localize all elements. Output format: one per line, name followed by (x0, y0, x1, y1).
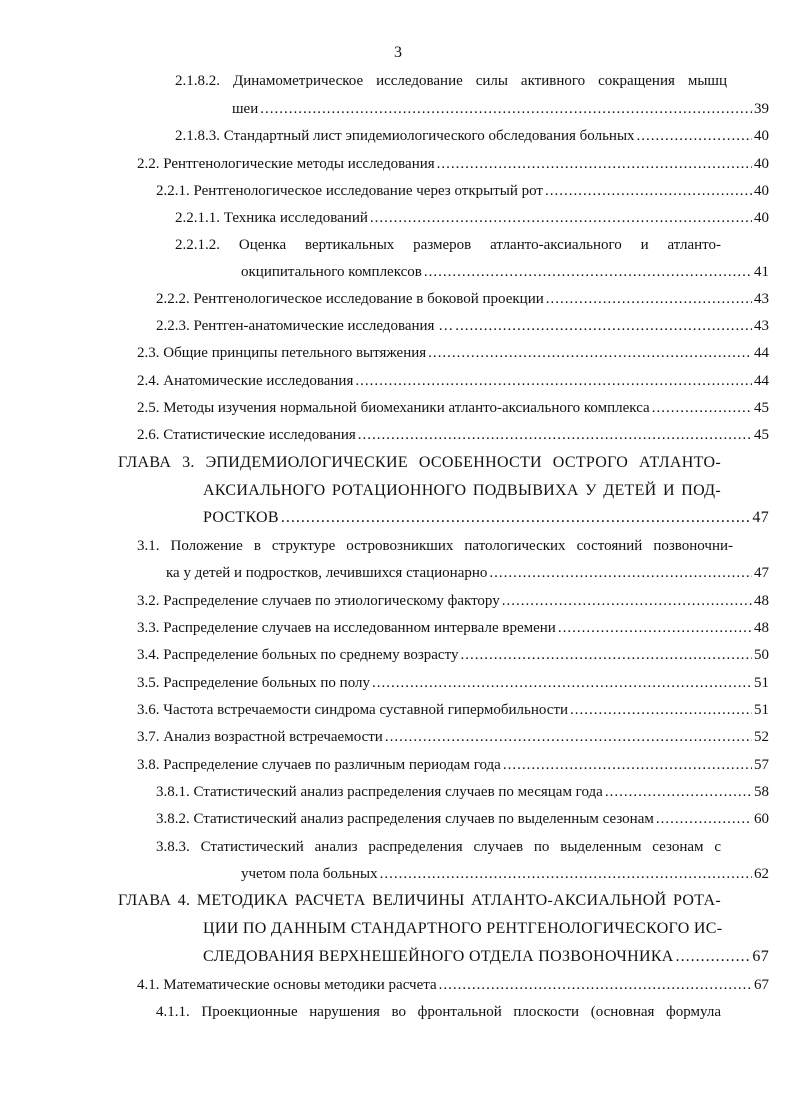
toc-page-number: 58 (754, 784, 769, 800)
chapter-heading: ГЛАВА 4. МЕТОДИКА РАСЧЕТА ВЕЛИЧИНЫ АТЛАНТО-АКСИАЛЬНОЙ РОТА- (118, 892, 721, 909)
dot-leader (489, 564, 752, 582)
toc-entry-text: 4.1. Математические основы методики расчета (137, 977, 437, 993)
toc-page-number: 45 (754, 427, 769, 443)
chapter-heading-line: ЦИИ ПО ДАННЫМ СТАНДАРТНОГО РЕНТГЕНОЛОГИЧЕСКОГО ИС- (203, 920, 723, 937)
dot-leader (281, 509, 751, 527)
toc-entry-text: 4.1.1. Проекционные нарушения во фронтальной плоскости (основная формула (156, 1004, 721, 1020)
toc-page-number: 47 (752, 509, 769, 526)
toc-page-number: 43 (754, 318, 769, 334)
toc-entry (137, 372, 769, 390)
chapter-heading: ГЛАВА 3. ЭПИДЕМИОЛОГИЧЕСКИЕ ОСОБЕННОСТИ ОСТРОГО АТЛАНТО- (118, 454, 721, 471)
toc-page-number: 50 (754, 647, 769, 663)
toc-page-number: 40 (754, 128, 769, 144)
dot-leader (605, 783, 752, 801)
toc-entry-text: 2.4. Анатомические исследования (137, 373, 354, 389)
toc-entry-text: 3.8. Распределение случаев по различным периодам года (137, 757, 501, 773)
toc-page-number: 45 (754, 400, 769, 416)
toc-entry (137, 344, 769, 362)
toc-entry (137, 619, 769, 637)
dot-leader (503, 756, 752, 774)
toc-page-number: 51 (754, 702, 769, 718)
toc-page-number: 40 (754, 156, 769, 172)
dot-leader (455, 317, 752, 335)
toc-entry-text: 2.1.8.3. Стандартный лист эпидемиологического обследования больных (175, 128, 635, 144)
toc-entry-text: 3.6. Частота встречаемости синдрома суставной гипермобильности (137, 702, 569, 718)
toc-entry (156, 783, 769, 801)
toc-entry (203, 509, 769, 527)
toc-entry (232, 100, 769, 118)
toc-entry-continuation: учетом пола больных (241, 866, 378, 882)
dot-leader (460, 646, 752, 664)
toc-entry-text: 2.1.8.2. Динамометрическое исследование силы активного сокращения мышц (175, 73, 727, 89)
toc-entry (241, 865, 769, 883)
dot-leader (652, 399, 752, 417)
chapter-heading-continuation: РОСТКОВ (203, 509, 279, 526)
dot-leader (385, 728, 752, 746)
toc-entry (137, 155, 769, 173)
toc-page-number: 67 (752, 948, 769, 965)
dot-leader (370, 209, 752, 227)
toc-entry (156, 317, 769, 335)
chapter-heading-continuation: СЛЕДОВАНИЯ ВЕРХНЕШЕЙНОГО ОТДЕЛА ПОЗВОНОЧНИКА (203, 948, 674, 965)
toc-page-number: 47 (754, 565, 769, 581)
toc-entry (137, 976, 769, 994)
dot-leader (676, 948, 751, 966)
toc-page-number: 43 (754, 291, 769, 307)
toc-page-number: 51 (754, 675, 769, 691)
dot-leader (437, 155, 752, 173)
toc-entry-text: 2.2. Рентгенологические методы исследования (137, 156, 435, 172)
toc-page-number: 40 (754, 210, 769, 226)
dot-leader (372, 674, 752, 692)
toc-page-number: 52 (754, 729, 769, 745)
toc-page-number: 60 (754, 811, 769, 827)
dot-leader (260, 100, 752, 118)
chapter-heading-line: АКСИАЛЬНОГО РОТАЦИОННОГО ПОДВЫВИХА У ДЕТЕЙ И ПОД- (203, 482, 721, 499)
toc-entry-text: 2.2.1. Рентгенологическое исследование через открытый рот (156, 183, 543, 199)
dot-leader (502, 592, 752, 610)
toc-page-number: 40 (754, 183, 769, 199)
toc-entry (137, 426, 769, 444)
dot-leader (656, 810, 752, 828)
toc-entry-text: 2.3. Общие принципы петельного вытяжения (137, 345, 427, 361)
toc-entry-text: 3.8.2. Статистический анализ распределения случаев по выделенным сезонам (156, 811, 654, 827)
toc-entry (137, 701, 769, 719)
toc-page-number: 48 (754, 620, 769, 636)
toc-entry (156, 182, 769, 200)
toc-entry-text: 2.2.2. Рентгенологическое исследование в боковой проекции (156, 291, 544, 307)
toc-entry-text: 2.2.1.1. Техника исследований (175, 210, 368, 226)
toc-page-number: 67 (754, 977, 769, 993)
toc-entry (203, 948, 769, 966)
toc-page-number: 44 (754, 345, 769, 361)
toc-entry-text: 3.2. Распределение случаев по этиологическому фактору (137, 593, 500, 609)
toc-entry (241, 263, 769, 281)
toc-entry (156, 810, 769, 828)
toc-entry-text: 3.5. Распределение больных по полу (137, 675, 370, 691)
toc-entry (137, 646, 769, 664)
toc-entry-text: 3.7. Анализ возрастной встречаемости (137, 729, 383, 745)
dot-leader (570, 701, 752, 719)
toc-page-number: 48 (754, 593, 769, 609)
toc-page-number: 57 (754, 757, 769, 773)
toc-entry (175, 127, 769, 145)
dot-leader (380, 865, 752, 883)
toc-entry-text: 2.2.1.2. Оценка вертикальных размеров атланто-аксиального и атланто- (175, 237, 721, 253)
toc-entry-text: 3.1. Положение в структуре островозникших патологических состояний позвоночни- (137, 538, 733, 554)
dot-leader (424, 263, 752, 281)
toc-entry-text: 3.4. Распределение больных по среднему возрасту (137, 647, 459, 663)
toc-page-number: 62 (754, 866, 769, 882)
dot-leader (545, 182, 752, 200)
toc-entry-text: 3.8.1. Статистический анализ распределения случаев по месяцам года (156, 784, 603, 800)
toc-entry-text: 3.8.3. Статистический анализ распределения случаев по выделенным сезонам с (156, 839, 721, 855)
dot-leader (546, 290, 752, 308)
dot-leader (428, 344, 752, 362)
toc-entry-continuation: ка у детей и подростков, лечившихся стационарно (166, 565, 488, 581)
dot-leader (637, 127, 752, 145)
toc-entry-text: 2.5. Методы изучения нормальной биомеханики атланто-аксиального комплекса (137, 400, 650, 416)
toc-entry-text: 3.3. Распределение случаев на исследованном интервале времени (137, 620, 556, 636)
toc-entry (175, 209, 769, 227)
toc-entry-continuation: шеи (232, 101, 259, 117)
toc-entry (137, 399, 769, 417)
toc-entry-text: 2.6. Статистические исследования (137, 427, 356, 443)
dot-leader (439, 976, 752, 994)
dot-leader (358, 426, 752, 444)
page-number: 3 (394, 44, 402, 61)
dot-leader (355, 372, 752, 390)
toc-entry (156, 290, 769, 308)
toc-page-number: 41 (754, 264, 769, 280)
toc-entry-text: 2.2.3. Рентген-анатомические исследования … (156, 318, 454, 334)
toc-entry (137, 728, 769, 746)
toc-entry (137, 592, 769, 610)
toc-entry (137, 756, 769, 774)
toc-entry (166, 564, 769, 582)
toc-entry (137, 674, 769, 692)
toc-entry-continuation: окципитального комплексов (241, 264, 422, 280)
dot-leader (558, 619, 752, 637)
toc-page-number: 44 (754, 373, 769, 389)
toc-page-number: 39 (754, 101, 769, 117)
